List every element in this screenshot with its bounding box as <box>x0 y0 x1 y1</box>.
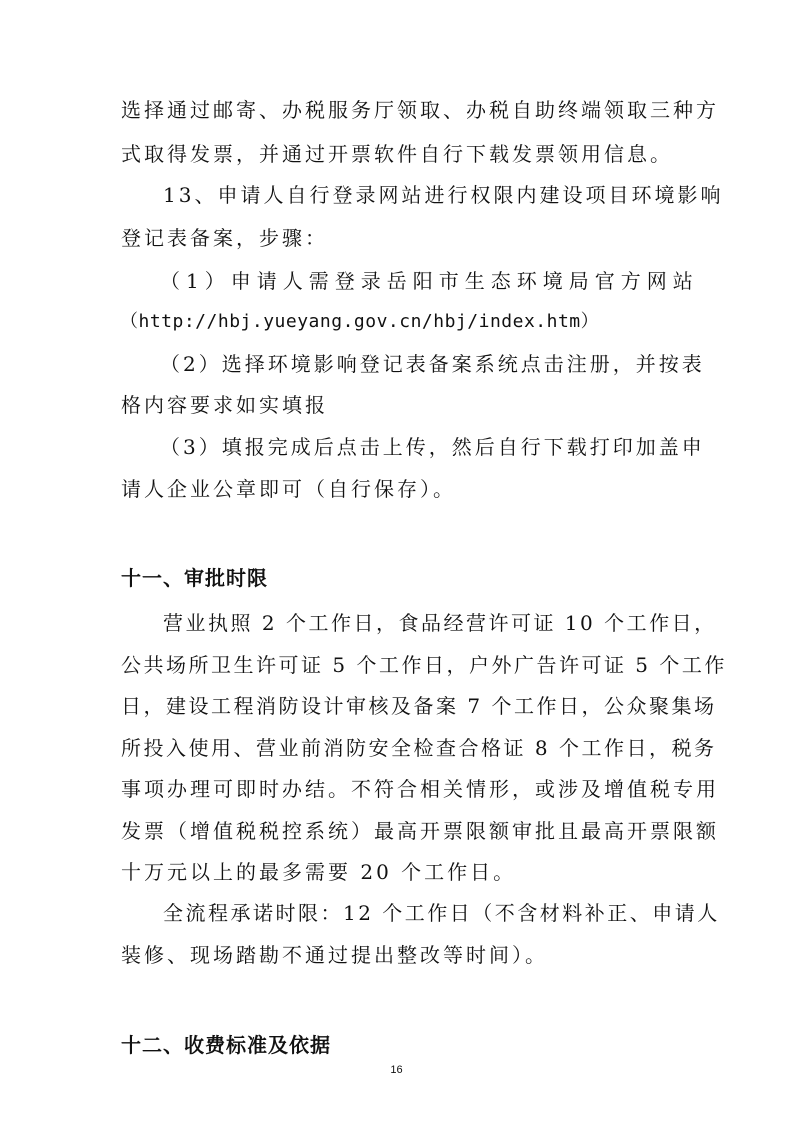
paragraph-line: 13、申请人自行登录网站进行权限内建设项目环境影响 <box>163 183 724 207</box>
paragraph-line: 发票（增值税税控系统）最高开票限额审批且最高开票限额 <box>121 819 719 843</box>
paragraph-line: 请人企业公章即可（自行保存）。 <box>121 477 456 501</box>
paragraph-line: 营业执照 2 个工作日，食品经营许可证 10 个工作日， <box>163 611 717 635</box>
url-line: （http://hbj.yueyang.gov.cn/hbj/index.htm） <box>120 311 600 332</box>
paragraph-line: 日，建设工程消防设计审核及备案 7 个工作日，公众聚集场 <box>121 694 717 718</box>
paragraph-line: 事项办理可即时办结。不符合相关情形，或涉及增值税专用 <box>121 777 719 801</box>
paragraph-line: 格内容要求如实填报 <box>121 393 328 417</box>
paragraph-line: 装修、现场踏勘不通过提出整改等时间）。 <box>121 943 548 967</box>
paragraph-line: 所投入使用、营业前消防安全检查合格证 8 个工作日，税务 <box>121 736 717 760</box>
paragraph-line: 登记表备案，步骤： <box>121 226 328 250</box>
section-heading: 十二、收费标准及依据 <box>121 1033 331 1057</box>
section-heading: 十一、审批时限 <box>121 566 268 590</box>
paragraph-line: （1）申请人需登录岳阳市生态环境局官方网站 <box>160 269 699 293</box>
paragraph-line: （3）填报完成后点击上传，然后自行下载打印加盖申 <box>160 435 705 459</box>
paragraph-line: 式取得发票，并通过开票软件自行下载发票领用信息。 <box>121 142 673 166</box>
page-number: 16 <box>390 1064 403 1076</box>
paragraph-line: 公共场所卫生许可证 5 个工作日，户外广告许可证 5 个工作 <box>121 653 727 677</box>
paragraph-line: 十万元以上的最多需要 20 个工作日。 <box>121 860 517 884</box>
paragraph-line: （2）选择环境影响登记表备案系统点击注册，并按表 <box>160 352 705 376</box>
paragraph-line: 选择通过邮寄、办税服务厅领取、办税自助终端领取三种方 <box>121 98 719 122</box>
paragraph-line: 全流程承诺时限：12 个工作日（不含材料补正、申请人 <box>163 901 720 925</box>
